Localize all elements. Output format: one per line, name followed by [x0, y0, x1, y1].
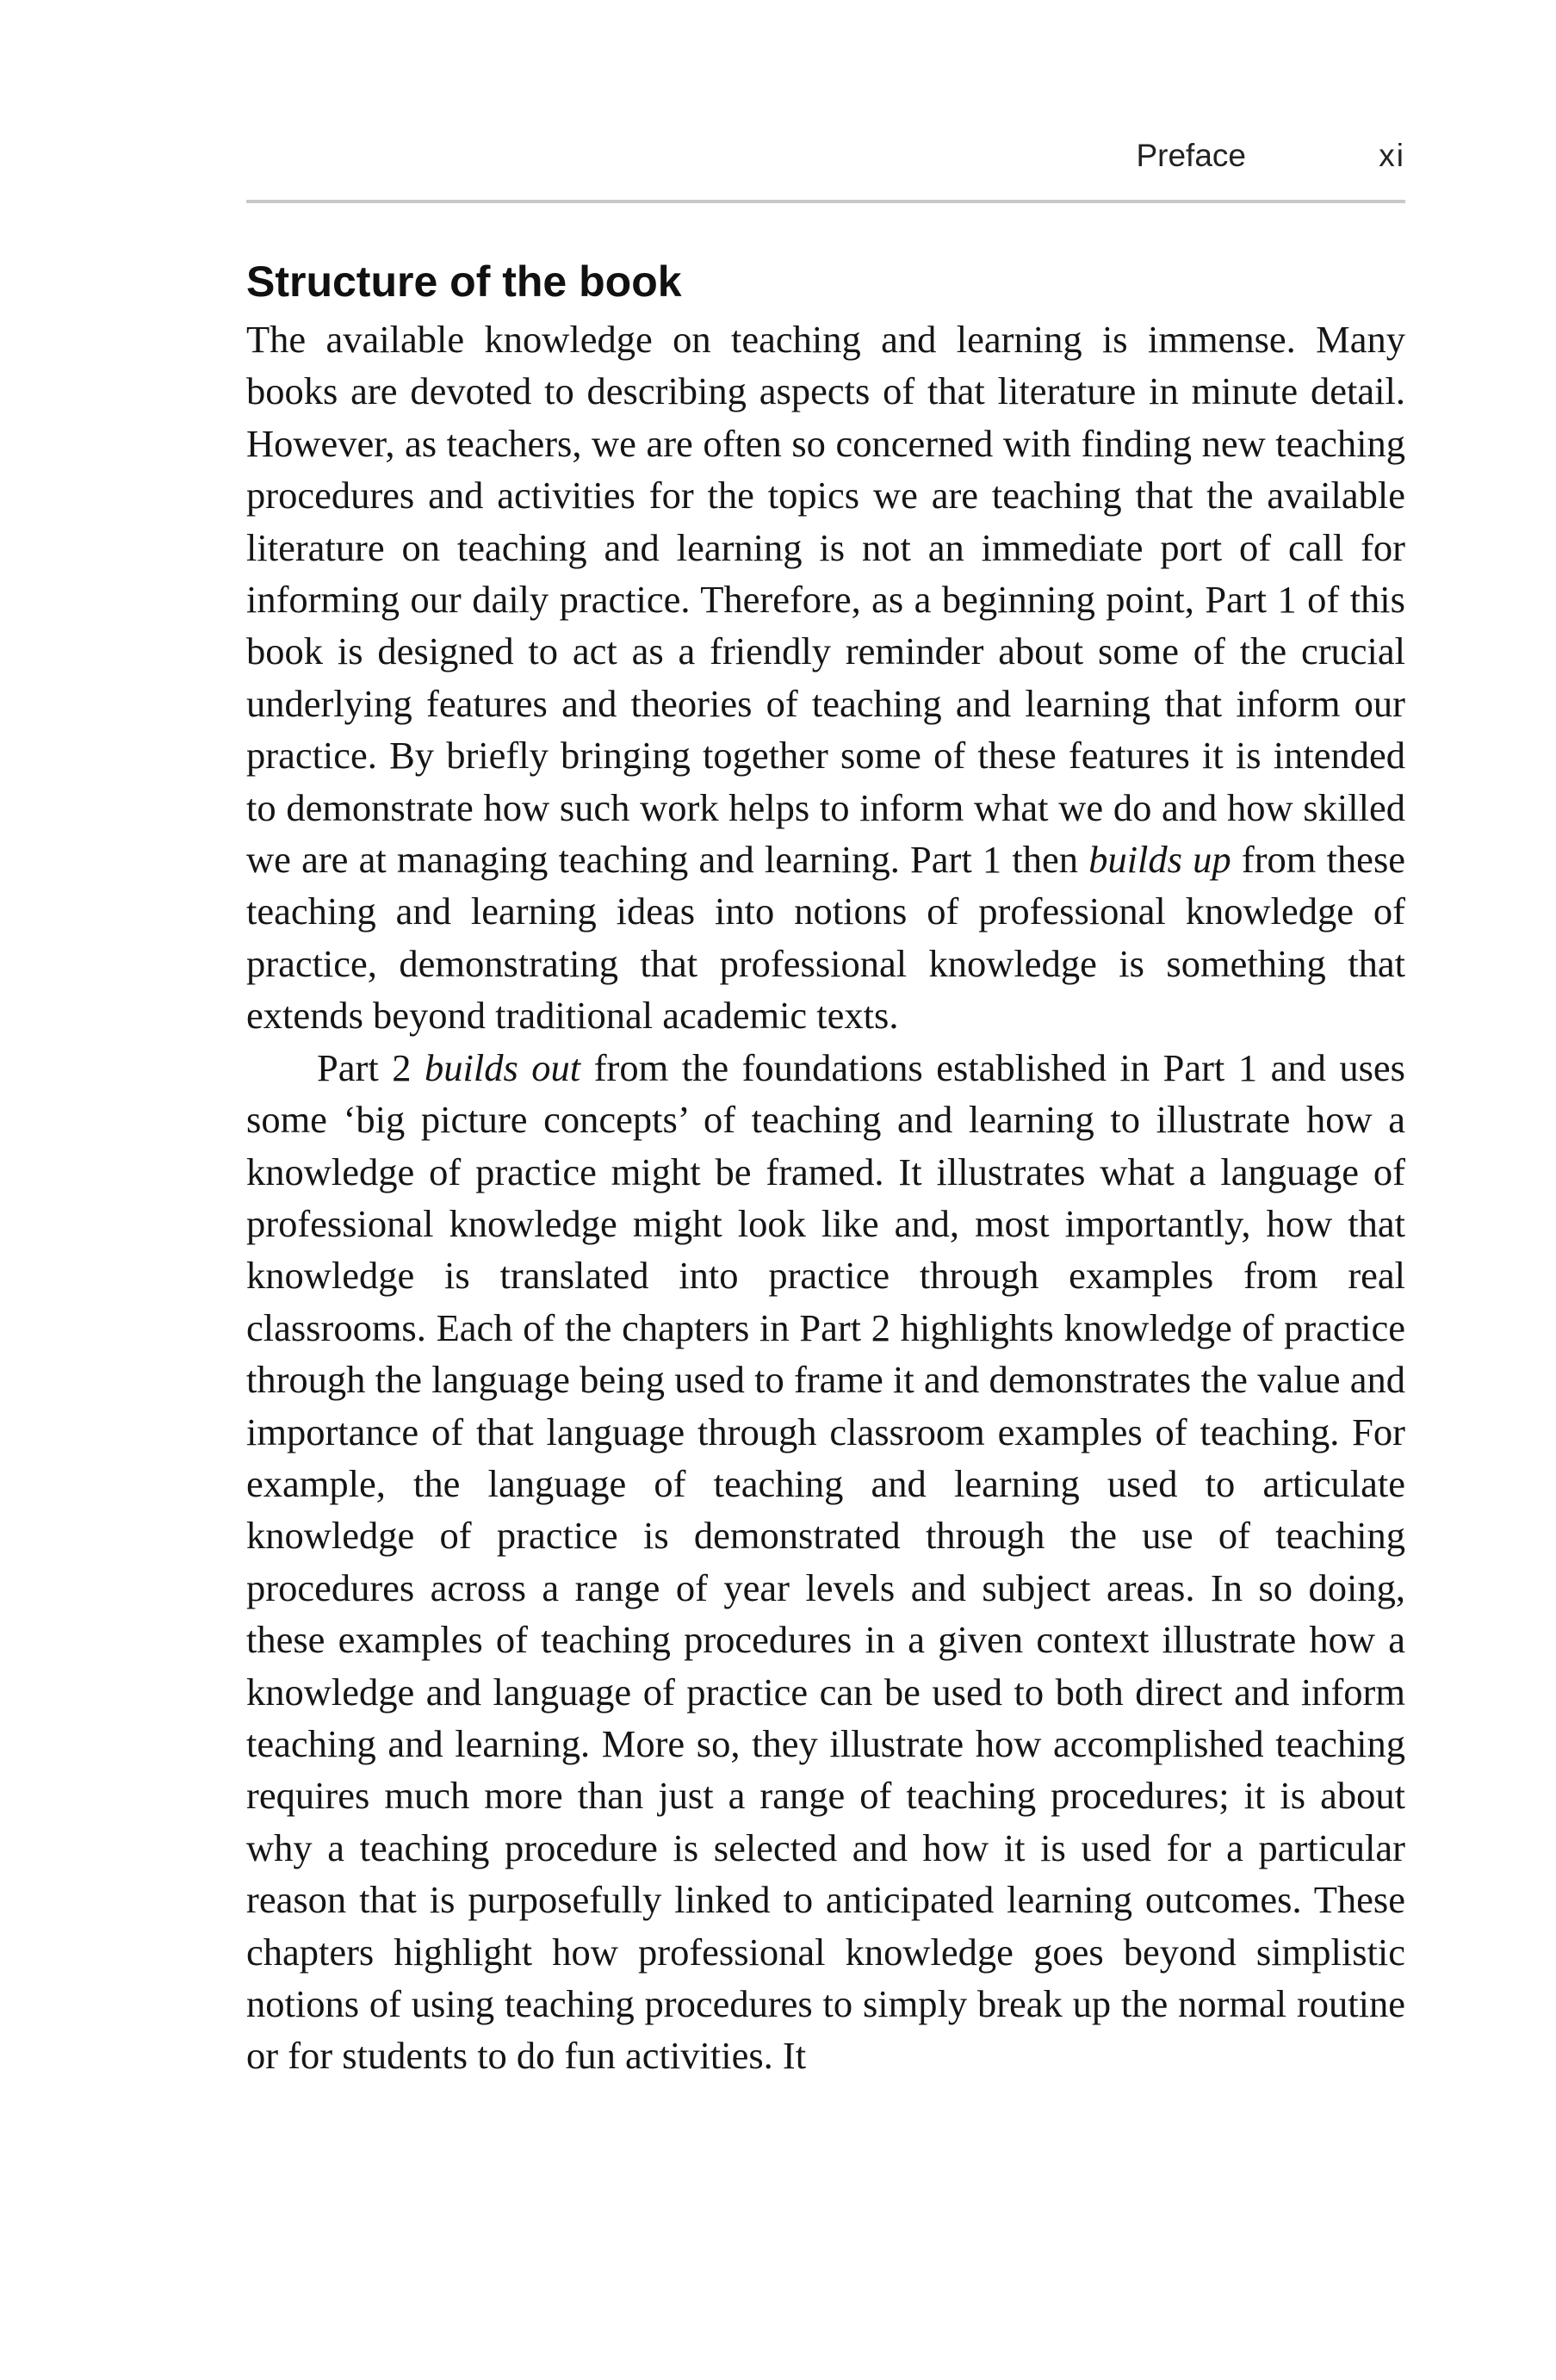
paragraph-2-text-b: from the foundations established in Part 1 and uses some ‘big picture concepts’ of teaching and learning to illustrate how a knowledge of practice might be framed. It illustrates what a language of professional knowledge might look like and, most importantly, how that knowledge is translated into practice through examples from real classrooms. Each of the chapters in Part 2 highlights knowledge of practice through the language being used to frame it and demonstrates the value and importance of that language through classroom examples of teaching. For example, the language of teaching and learning used to articulate knowledge of practice is demonstrated through the use of teaching procedures across a range of year levels and subject areas. In so doing, these examples of teaching procedures in a given context illustrate how a knowledge and language of practice can be used to both direct and inform teaching and learning. More so, they illustrate how accomplished teaching requires much more than just a range of teaching procedures; it is about why a teaching procedure is selected and how it is used for a particular reason that is purposefully linked to anticipated learning outcomes. These chapters highlight how professional knowledge goes beyond simplistic notions of using teaching procedures to simply break up the normal routine or for students to do fun activities. It [246, 1045, 1405, 2078]
running-head [246, 138, 1405, 179]
paragraph-2-emphasis: builds out [424, 1045, 581, 1089]
paragraph-1-text-b: from these teaching and learning ideas into notions of professional knowledge of practice, demonstrating that professional knowledge is something that extends beyond traditional academic texts. [246, 838, 1406, 1038]
body-paragraph-1 [246, 313, 1405, 1042]
page-number: xi [1379, 138, 1405, 173]
paragraph-1-text-a: The available knowledge on teaching and learning is immense. Many books are devoted to describing aspects of that literature in minute detail. However, as teachers, we are often so concerned with finding new teaching procedures and activities for the topics we are teaching that the available literature on teaching and learning is not an immediate port of call for informing our daily practice. Therefore, as a beginning point, Part 1 of this book is designed to act as a friendly reminder about some of the crucial underlying features and theories of teaching and learning that inform our practice. By briefly bringing together some of these features it is intended to demonstrate how such work helps to inform what we do and how skilled we are at managing teaching and learning. Part 1 then [246, 318, 1405, 882]
body-paragraph-2 [246, 1042, 1405, 2082]
page-body [246, 250, 1405, 2082]
paragraph-2-text-a: Part 2 [317, 1045, 425, 1089]
paragraph-1-emphasis: builds up [1088, 838, 1231, 882]
running-head-section-title: Preface [1136, 138, 1246, 173]
header-divider [246, 200, 1405, 203]
section-heading: Structure of the book [246, 257, 682, 306]
